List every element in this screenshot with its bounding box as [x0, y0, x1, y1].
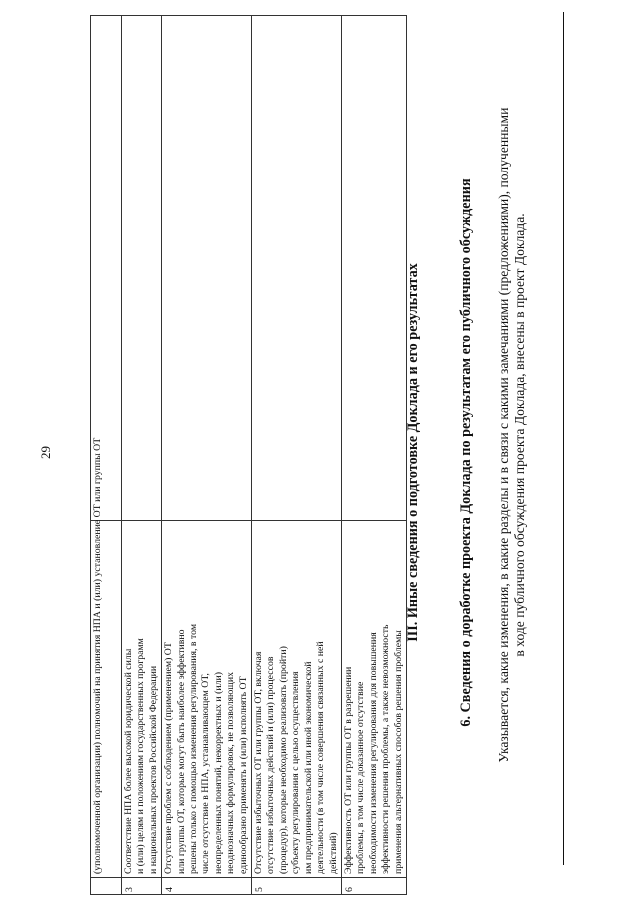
body-line: Указывается, какие изменения, в какие разделы и в связи с какими замечаниями (предложениями), полученными — [496, 107, 511, 763]
table-row — [341, 16, 406, 895]
table-row — [162, 16, 252, 895]
criterion-line: им предпринимательской или иной экономической — [302, 661, 314, 874]
criterion-line: (процедур), которые необходимо реализовать (пройти) — [277, 646, 289, 874]
criterion-line: Эффективность ОТ или группы ОТ в разрешении — [342, 666, 354, 874]
body-line: в ходе публичного обсуждения проекта Доклада, внесены в проект Доклада. — [512, 213, 527, 657]
criterion-line: применения альтернативных способов решения проблемы — [392, 630, 404, 874]
criterion-text: (уполномоченной организации) полномочий на принятия НПА и (или) установление ОТ или группы ОТ — [92, 437, 103, 874]
empty-cell — [162, 16, 252, 521]
row-number-cell: 4 — [162, 878, 252, 895]
table-row-continuation — [91, 16, 122, 895]
row-number-cell: 5 — [252, 878, 342, 895]
criterion-cell — [91, 437, 122, 878]
sub-heading: 6. Сведения о доработке проекта Доклада по результатам его публичного обсуждения — [458, 178, 474, 727]
empty-cell — [252, 16, 342, 521]
row-number-cell: 6 — [341, 878, 406, 895]
row-number-cell: 3 — [122, 878, 162, 895]
criterion-line: неопределенных понятий, некорректных и (или) — [212, 672, 224, 874]
criterion-line: неоднозначных формулировок, не позволяющих — [225, 672, 237, 874]
criterion-line: и (или) целям и положениям государственных программ — [135, 638, 147, 874]
empty-cell — [341, 16, 406, 521]
criterion-line: необходимости изменения регулирования для повышения — [367, 632, 379, 874]
criterion-cell — [252, 521, 342, 878]
section-heading: III. Иные сведения о подготовке Доклада и его результатах — [405, 263, 421, 642]
criterion-line: решены только с помощью изменения регулирования, в том — [188, 623, 200, 874]
criterion-line: субъекту регулирования с целью осуществления — [290, 671, 302, 874]
criterion-cell — [162, 521, 252, 878]
page-number: 29 — [38, 446, 53, 459]
criterion-line: Отсутствие избыточных ОТ или группы ОТ, включая — [253, 651, 265, 874]
criterion-cell — [341, 521, 406, 878]
criterion-line: или группы ОТ, которые могут быть наиболее эффективно — [175, 629, 187, 874]
criterion-line: проблемы, в том числе доказанное отсутствие — [355, 681, 367, 874]
criterion-line: Соответствие НПА более высокой юридической силы — [123, 648, 134, 874]
criterion-line: действий) — [327, 832, 339, 874]
criterion-cell — [122, 521, 162, 878]
criterion-line: деятельности (в том числе совершения связанных с ней — [315, 641, 327, 874]
criteria-table — [90, 15, 407, 895]
criterion-line: Отсутствие проблем с соблюдением (применением) ОТ — [163, 642, 175, 874]
criterion-line: эффективности решения проблемы, а также невозможность — [380, 624, 392, 874]
horizontal-rule — [563, 12, 564, 865]
row-number-cell — [91, 878, 122, 895]
empty-cell — [122, 16, 162, 521]
criterion-line: отсутствие избыточных действий и (или) процессов — [265, 656, 277, 874]
table-row — [122, 16, 162, 895]
criterion-line: числе отсутствие в НПА, устанавливающем ОТ, — [200, 673, 212, 874]
criterion-line: и национальных проектов Российской Федерации — [147, 665, 159, 874]
table-row — [252, 16, 342, 895]
criterion-line: единообразно применять и (или) исполнять ОТ — [237, 676, 249, 874]
body-paragraph — [496, 5, 528, 865]
